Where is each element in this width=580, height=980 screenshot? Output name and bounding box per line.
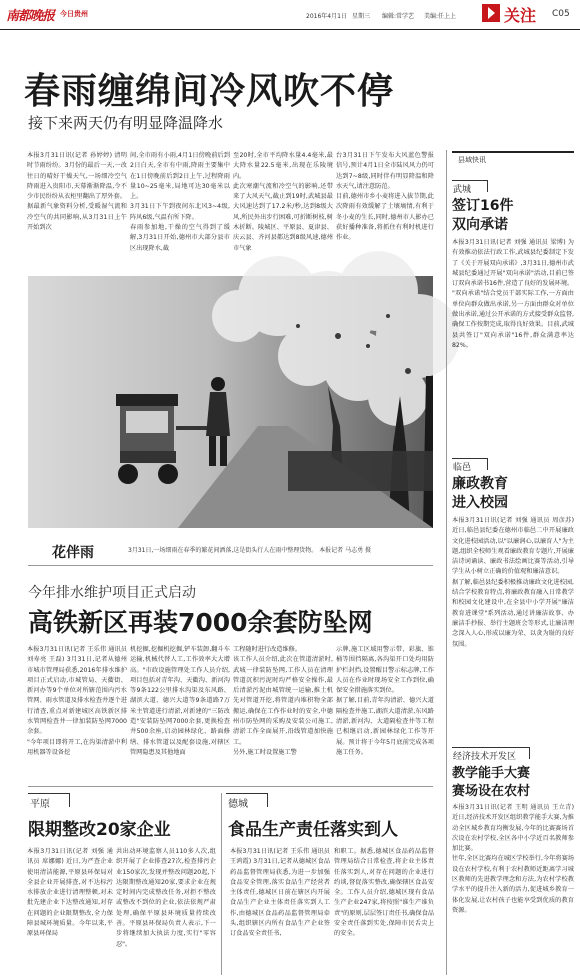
sidebar-body: 本报3月31日讯(记者 刘强 通讯员 周彦苏) 近日,临邑县纪委在德州市临邑二中开展廉政文化进校园活动,以"以廉润心,以廉育人"为主题,组织全校师生观看廉政教育专题片,开展廉洁诗词诵读、廉政书法绘画比赛等活动,引导学生从小树立正确的价值观和廉洁意识。 据了解,临邑县纪委积极推动廉政文化进校园,结合学校教育特点,将廉政教育融入日常教学和校园文化建设中,在全县中小学开展"廉洁教育进课堂"系列活动,通过讲廉洁故事、办廉洁手抄报、举行主题班会等形式,让廉洁理念深入人心,形成以廉为荣、以贪为耻的良好氛围。 bbox=[452, 517, 574, 648]
masthead-rule bbox=[0, 29, 580, 30]
page-number: C05 bbox=[552, 9, 570, 19]
sidebar-kicker: 经济技术开发区 bbox=[453, 752, 517, 762]
story4-col2: 和职工。据悉,德城区食品药品监督管理局结合日常检查,将企业主体责任落实到人,对存在问题的企业进行约谈,督促落实整改,确保辖区食品安全。工作人员介绍,德城区现有食品生产企业247家,将按照"谁生产谁负责"的原则,层层签订责任书,确保食品安全责任落到实处,保障市民舌尖上的安全。 bbox=[334, 848, 434, 938]
story3-col1: 本报3月31日讯(记者 刘强 通讯员 席娜娜) 近日,为严查企业使用清洁能源,平原县环保局对全县企业开展排查,对不达标污水排放企业进行清理整顿,对未批先建企业下达整改通知,对存在问题的企业限期整改,全力保障县城环境质量。今年以来,平原县环保局 bbox=[27, 848, 113, 938]
sidebar-headline-line2: 双向承诺 bbox=[452, 217, 508, 233]
sidebar-headline-line1: 签订16件 bbox=[452, 198, 514, 214]
story4-headline: 食品生产责任落实到人 bbox=[228, 820, 398, 840]
sidebar-header-label: 县域快讯 bbox=[458, 156, 486, 164]
sidebar-headline-line1: 廉政教育 bbox=[452, 476, 508, 492]
story4-kicker-box bbox=[226, 793, 268, 810]
masthead-date: 2016年4月1日 bbox=[306, 13, 347, 20]
section-name: 关注 bbox=[504, 6, 537, 25]
main-story-col2: 间,全市雨有小雨,4月1日傍晚前后到2日白天,全市有中雨,降雨主要集中在1日傍晚前后到2日上午,过程降雨量10~25毫米,局地可达30毫米以上。 3月31日下午到夜间东北风3~4级,阵风6级,气温有所下降。 春雨参加地,干燥的空气得到了缓解,3月31日开始,德州市大部分县市区出现降水,截 bbox=[130, 152, 230, 252]
rain-photo-illustration bbox=[28, 276, 433, 528]
main-story-col1: 本报3月31日讯(记者 孙婷婷) 清明时节雨纷纷。3月份的最后一天,一改往日的晴好干燥天气,一场细冷空气降雨进入贵阳市,天幕渐渐降温,令不少市民纷纷从衣柜里翻出了厚外套。 据最新气象资料分析,受暖湿气流和冷空气的共同影响,从3月31日上午开始到次 bbox=[27, 152, 127, 232]
story2-col2: 机挖掘,挖掘机挖掘,铲车装卸,翻斗车运输,机械代替人工,工作效率大大增高。"市政设施管理处工作人员介绍,项目包括对青年沟、天衢沟、新河沟等9条122公里排水沟渠及东风路、湖滨大道、德兴大道等9条道路7万米主管道进行清淤,对新建的"三防改造"安装防坠网7000余套,更换检查井500余座,启动园林绿化、路面修缮、排水管道以及配套设施,对辖区管网隐患及其他地面 bbox=[130, 646, 230, 756]
story3-headline: 限期整改20家企业 bbox=[28, 820, 171, 840]
main-story-col4: 台3月31日下午发布大风蓝色警报信号,预计4月1日全市陆风风力仍可达到7~8级,同时伴有明显降温和降水天气,请注意防范。 目前,德州市乡小麦将进入拔节期,此次降雨有效缓解了土壤墒情,有利于冬小麦的生长,同时,德州市人影办已获好播种准备,将抓住有利时机进行作业。 bbox=[336, 152, 434, 242]
story2-kicker: 今年排水维护项目正式启动 bbox=[28, 585, 196, 601]
story2-headline: 高铁新区再装7000余套防坠网 bbox=[28, 608, 373, 637]
story4-kicker: 德城 bbox=[228, 799, 248, 810]
sidebar-kicker: 武城 bbox=[453, 185, 472, 195]
sidebar-kicker: 临邑 bbox=[453, 463, 472, 473]
section-tag: 今日贵州 bbox=[60, 10, 88, 18]
sidebar-divider bbox=[446, 150, 447, 975]
rain-photo bbox=[28, 276, 433, 528]
story2-col3: 工程随时进行改造维修。 该工作人员介绍,此次在管道清淤时,武城一律装防坠网,工作人员在清理管道沉积污泥时均严格安全操作,最后清淤污泥由城管统一运输,推土机先对管道开挖,将管道内堆积物全部搬运,确保在工作作业时的安全,中德州市防坠网的采购及安装公司施工,清淤工作全面展开,沿线管道加快施工。 另外,施工时设置施工警 bbox=[233, 646, 333, 756]
masthead-designer: 美编:任上上 bbox=[424, 13, 457, 20]
sidebar-headline-line2: 进入校园 bbox=[452, 495, 508, 511]
main-subheadline: 接下来两天仍有明显降温降水 bbox=[28, 114, 224, 132]
story2-col4: 示牌,施工区域用警示带、彩旗、锥桶等围挡隔离,各沟渠开口处均用防护栏封挡,设置醒目警示标志牌,工作人员在作业时现场安全工作到位,确保安全措施落实到位。 据了解,目前,青年沟清淤、德兴大道隔检查井施工,湖滨大道清淤,东风路清淤,新河沟、大道隔检查井等工程已相继启动,新园林绿化工作等开展。预计将于今年5月底前完成各项施工任务。 bbox=[336, 646, 434, 756]
photo-bottom-rule bbox=[28, 565, 433, 566]
sidebar-item-dev-zone bbox=[452, 747, 576, 975]
main-headline: 春雨缠绵间冷风吹不停 bbox=[24, 71, 395, 112]
masthead bbox=[0, 0, 580, 34]
story3-col2: 共出动环境监察人员110多人次,组织开展了企业排查27次,检查排污企业150家次,发现并整改问题20起,下达限期整改通知20家,要求企业在规定时间内完成整改任务,对拒不整改或整改不到位的企业,依法依规严肃处理,确保平原县环境质量持续改善。平原县环保局负责人表示,下一步将继续加大执法力度,实行"零容忍"。 bbox=[116, 848, 216, 948]
sidebar-kicker-box bbox=[452, 180, 488, 195]
newspaper-logo: 南都晚报 bbox=[6, 9, 55, 24]
flag-notch-icon bbox=[488, 7, 495, 19]
sidebar-header bbox=[452, 151, 574, 165]
sidebar-body: 本报3月31日讯(记者 刘强 通讯员 梁博) 为有效推动依法行政工作,武城县纪委制定下发了《关于开展双向承诺》,3月31日,德州市武城县纪委通过开展"双向承诺"活动,目前已签订双向承诺书16件,营造了良好的发展环境。 "双向承诺"结合党员干部实际工作,一方面由单位向群众做出承诺,另一方面由群众对单位做出承诺,通过公开承诺的方式接受群众监督,确保工作按期完成,取得良好效果。目前,武城县共签订"双向承诺"16件,群众满意率达82%。 bbox=[452, 239, 574, 349]
masthead-weekday: 星期三 bbox=[352, 13, 371, 20]
story2-col1: 本报3月31日讯(记者 王乐伟 通讯员 刘寿亮 王磊) 3月31日,记者从德州市城市管理局获悉,2016年排水维护项目正式启动,市城管局、天衢街、新河办等9个单位对所辖范围内污水管网、雨水管道及排水检查井逐个进行清查,重点对新建城区高铁新区排水管网检查井一律加装防坠网7000余套。 "今年项目即将开工,在沟渠清淤中利用机器等设备挖 bbox=[27, 646, 127, 756]
sidebar-kicker-box bbox=[452, 747, 530, 762]
sidebar-header-rule bbox=[452, 151, 574, 153]
story4-col1: 本报3月31日讯(记者 王乐伟 通讯员 王鸿霞) 3月31日,记者从德城区食品药品监督管理局获悉,为进一步加强食品安全管理,落实食品生产经营者主体责任,德城区日前在辖区内开展食品生产企业主体责任落实到人工作,由德城区食品药品监督管理局牵头,组织辖区内所有食品生产企业签订食品安全责任书, bbox=[230, 848, 332, 938]
section-flag bbox=[482, 4, 500, 22]
photo-label: 花伴雨 bbox=[52, 545, 94, 561]
story3-kicker-box bbox=[28, 793, 70, 810]
story2-bottom-rule bbox=[28, 786, 433, 787]
sidebar-kicker-box bbox=[452, 458, 488, 473]
masthead-editor: 编辑:常学艺 bbox=[382, 13, 415, 20]
main-story-col3: 至20时,全市平均降水量4.4毫米,最大降水量22.5毫米,出现在乐陵境内。 此次寒潮气流和冷空气的影响,还带来了大风天气,截止到19时,武城县最大风速达到了17.2米/秒,达到8级大风,所民外出步行困难,可折断树枝,树木折断。陵城区、平原县、夏津县、庆云县、齐河县都达到8级风速,德州市气象 bbox=[233, 152, 333, 252]
sidebar-headline-line1: 教学能手大赛 bbox=[452, 766, 531, 781]
sidebar-item-linyi bbox=[452, 458, 576, 658]
sidebar-item-wucheng bbox=[452, 180, 576, 349]
photo-caption: 3月31日,一场细雨在春季的繁花间洒落,这是街头行人在雨中整理货物。 本报记者 马志勇 摄 bbox=[128, 547, 371, 554]
story3-divider bbox=[221, 793, 222, 975]
sidebar-body: 本报3月31日讯(记者 王明 通讯员 王立青) 近日,经济技术开发区组织教学能手大赛,为推动全区城乡教育均衡发展,今年的比赛赛场首次设在农村学校,全区各中小学近百名教师参加比赛。 往年,全区比赛均在城区学校举行,今年将赛场设在农村学校,有利于农村教师近距离学习城区教师的先进教学理念和方法,为农村学校教学水平的提升注入新的活力,促进城乡教育一体化发展,让农村孩子也能享受到优质的教育资源。 bbox=[452, 804, 574, 914]
sidebar-headline-line2: 赛场设在农村 bbox=[452, 784, 531, 799]
story3-kicker: 平原 bbox=[30, 799, 50, 810]
